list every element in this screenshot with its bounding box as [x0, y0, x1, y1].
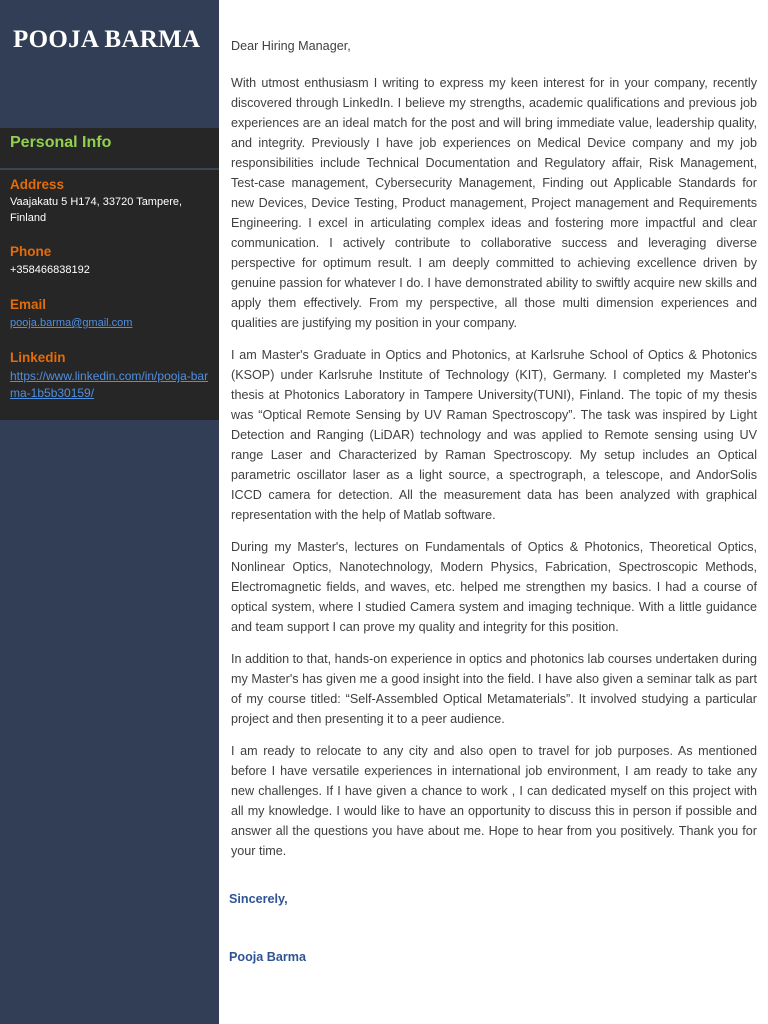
address-label: Address: [10, 177, 65, 192]
paragraph-2: I am Master's Graduate in Optics and Photonics, at Karlsruhe School of Optics & Photonics (KSOP) under Karlsruhe Institute of Technology (KIT), Germany. I completed my Master's thesis at Photonics Laboratory in Tampere University(TUNI), Finland. The topic of my thesis was “Optical Remote Sensing by UV Raman Spectroscopy”. The task was inspired by Light Detection and Ranging (LiDAR) technology and was applied to Remote sensing using UV range Laser and Characterized by Raman Spectroscopy. My setup includes an Optical parametric oscillator laser as a light source, a spectrograph, a telescope, and AndorSolis ICCD camera for detection. All the measurement data has been analyzed with graphical representation with the help of Matlab software.: [231, 348, 757, 522]
linkedin-link[interactable]: https://www.linkedin.com/in/pooja-barma-1b5b30159/: [10, 369, 209, 400]
personal-info-heading: Personal Info: [10, 134, 112, 151]
linkedin-link-wrapper: [10, 368, 210, 402]
closing: Sincerely,: [229, 892, 288, 906]
divider: [0, 168, 219, 170]
signature: Pooja Barma: [229, 950, 306, 964]
paragraph-1: With utmost enthusiasm I writing to express my keen interest for in your company, recently discovered through LinkedIn. I believe my strengths, academic qualifications and previous job experiences are an ideal match for the post and will bring immediate value, leadership quality, and integrity. Previously I have job experiences on Medical Device company and my job responsibilities include Technical Documentation and Regulatory affair, Risk Management, Test-case management, Cybersecurity Management, Finding out Applicable Standards for new Devices, Device Testing, Product management, Project management and Requirements Engineering. I excel in articulating complex ideas and fostering more impactful and clear communication. I actively contribute to collaborative success and leveraging diverse perspective for optimum result. I am deeply committed to achieving excellence driven by genuine passion for whatever I do. I have demonstrated ability to swiftly acquire new skills and apply them effectively. From my perspective, all those multi dimension experiences and qualities are justifying my position in your company.: [231, 76, 757, 330]
phone-label: Phone: [10, 244, 52, 259]
phone-value: +358466838192: [10, 264, 90, 276]
candidate-name: POOJA BARMA: [13, 26, 201, 53]
paragraph-5: I am ready to relocate to any city and also open to travel for job purposes. As mentioned before I have versatile experiences in international job environment, I am ready to take any new challenges. If I have given a chance to work , I can dedicated myself on this project with all my knowledge. I would like to have an opportunity to discuss this in person if possible and answer all the questions you have about me. Hope to hear from you positively. Thank you for your time.: [231, 744, 757, 858]
email-link-wrapper: [10, 315, 210, 331]
personal-info-panel: [0, 128, 219, 420]
paragraph-4: In addition to that, hands-on experience in optics and photonics lab courses undertaken during my Master's has given me a good insight into the field. I have also given a seminar talk as part of my course titled: “Self-Assembled Optical Metamaterials”. It involved studying a particular project and then presenting it to a peer audience.: [231, 652, 757, 726]
paragraph-3: During my Master's, lectures on Fundamentals of Optics & Photonics, Theoretical Optics, Nonlinear Optics, Nanotechnology, Modern Physics, Fabrication, Spectroscopic Methods, Electromagnetic fields, and waves, etc. helped me strengthen my basics. I had a course of optical system, where I studied Camera system and imaging technique. With a little guidance and team support I can prove my quality and integrity for this position.: [231, 540, 757, 634]
letter-body: [231, 36, 757, 873]
email-label: Email: [10, 297, 47, 312]
greeting: Dear Hiring Manager,: [231, 39, 351, 53]
linkedin-label: Linkedin: [10, 350, 66, 365]
address-value: Vaajakatu 5 H174, 33720 Tampere, Finland: [10, 196, 183, 224]
sidebar: [0, 0, 219, 1024]
email-link[interactable]: pooja.barma@gmail.com: [10, 317, 133, 329]
